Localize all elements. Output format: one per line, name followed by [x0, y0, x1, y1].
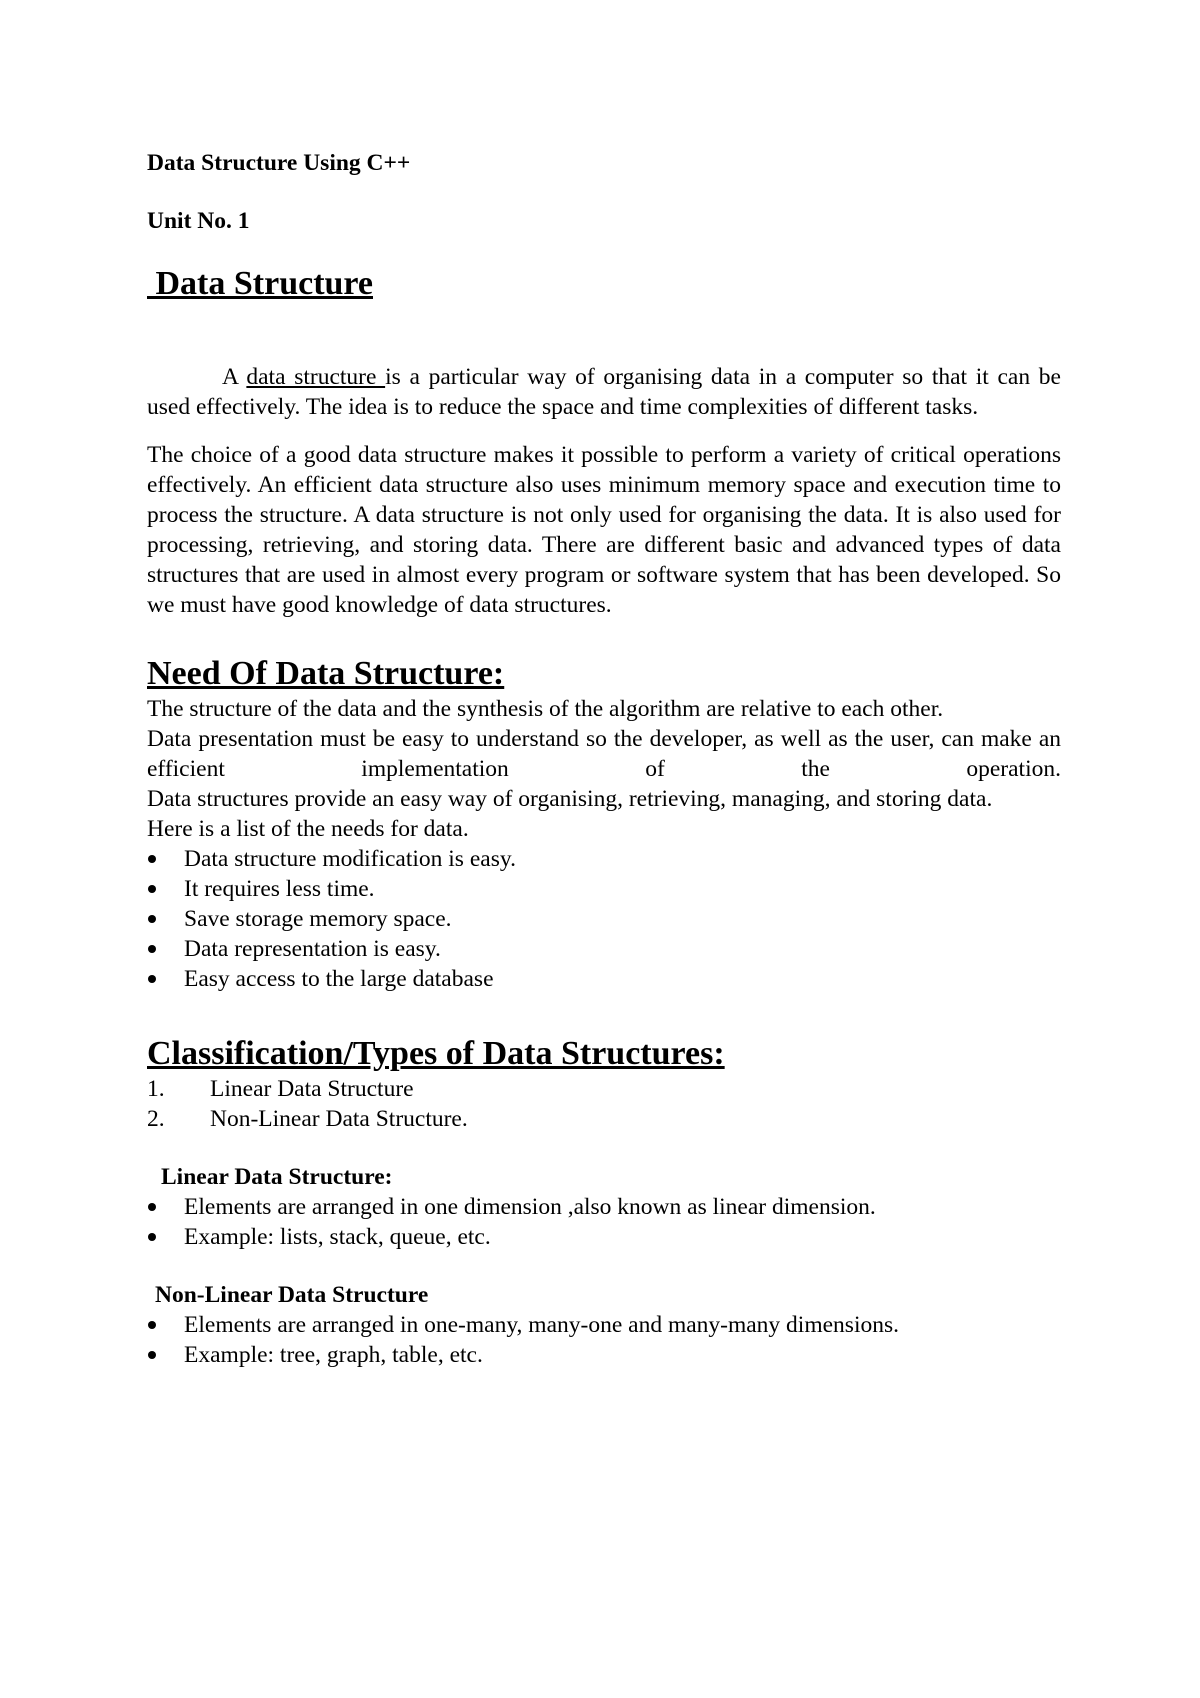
list-item: [147, 964, 1061, 994]
list-item: [147, 1340, 1061, 1370]
bullet-icon: [148, 855, 156, 863]
list-item: [147, 874, 1061, 904]
list-item-text: Easy access to the large database: [184, 966, 494, 992]
classification-title: Classification/Types of Data Structures:: [147, 1035, 725, 1072]
data-structure-link[interactable]: data structure: [246, 364, 386, 390]
document-content: [147, 148, 1061, 1370]
choice-paragraph: The choice of a good data structure makes it possible to perform a variety of critical operations effectively. An efficient data structure also uses minimum memory space and execution time to process the structure. A data structure is not only used for organising the data. It is also used for processing, retrieving, and storing data. There are different basic and advanced types of data structures that are used in almost every program or software system that has been developed. So we must have good knowledge of data structures.: [147, 442, 1061, 618]
bullet-icon: [148, 1351, 156, 1359]
list-item-text: Data structure modification is easy.: [184, 846, 516, 872]
list-item-text: Save storage memory space.: [184, 906, 452, 932]
bullet-icon: [148, 1321, 156, 1329]
unit-number: Unit No. 1: [147, 208, 250, 234]
need-section-title: Need Of Data Structure:: [147, 655, 505, 692]
need-bullet-list: [147, 844, 1061, 994]
list-item: [147, 934, 1061, 964]
list-number: 1.: [147, 1076, 165, 1102]
list-item-text: Linear Data Structure: [210, 1076, 414, 1102]
list-item: [147, 904, 1061, 934]
intro-paragraph: [147, 362, 1061, 422]
bullet-icon: [148, 1233, 156, 1241]
linear-bullet-list: [147, 1192, 1061, 1252]
bullet-icon: [148, 1203, 156, 1211]
list-item-text: Example: lists, stack, queue, etc.: [184, 1224, 491, 1250]
linear-title: Linear Data Structure:: [161, 1164, 393, 1190]
bullet-icon: [148, 975, 156, 983]
course-title: Data Structure Using C++: [147, 150, 411, 176]
list-item-text: It requires less time.: [184, 876, 375, 902]
need-line-4: Here is a list of the needs for data.: [147, 816, 469, 842]
nonlinear-title: Non-Linear Data Structure: [155, 1282, 429, 1308]
list-item-text: Example: tree, graph, table, etc.: [184, 1342, 483, 1368]
list-item: [147, 1192, 1061, 1222]
bullet-icon: [148, 885, 156, 893]
list-item: [147, 1310, 1061, 1340]
bullet-icon: [148, 915, 156, 923]
main-title: Data Structure: [147, 265, 373, 302]
list-item-text: Elements are arranged in one-many, many-one and many-many dimensions.: [184, 1312, 899, 1338]
bullet-icon: [148, 945, 156, 953]
list-item: [147, 1222, 1061, 1252]
nonlinear-bullet-list: [147, 1310, 1061, 1370]
intro-lead: A: [222, 364, 247, 390]
need-line-1: The structure of the data and the synthesis of the algorithm are relative to each other.: [147, 696, 944, 722]
list-item: [147, 1074, 1061, 1104]
need-line-3: Data structures provide an easy way of organising, retrieving, managing, and storing data.: [147, 786, 993, 812]
intro-rest: is a particular way of organising data in a computer so that it can be used effectively. The idea is to reduce the space and time complexities of different tasks.: [147, 364, 1061, 420]
list-item-text: Non-Linear Data Structure.: [210, 1106, 468, 1132]
classification-list: [147, 1074, 1061, 1134]
need-line-2: Data presentation must be easy to understand so the developer, as well as the user, can make an efficient implementation of the operation.: [147, 726, 1061, 782]
list-item-text: Data representation is easy.: [184, 936, 441, 962]
list-item: [147, 844, 1061, 874]
list-item-text: Elements are arranged in one dimension ,also known as linear dimension.: [184, 1194, 876, 1220]
list-number: 2.: [147, 1106, 165, 1132]
list-item: [147, 1104, 1061, 1134]
